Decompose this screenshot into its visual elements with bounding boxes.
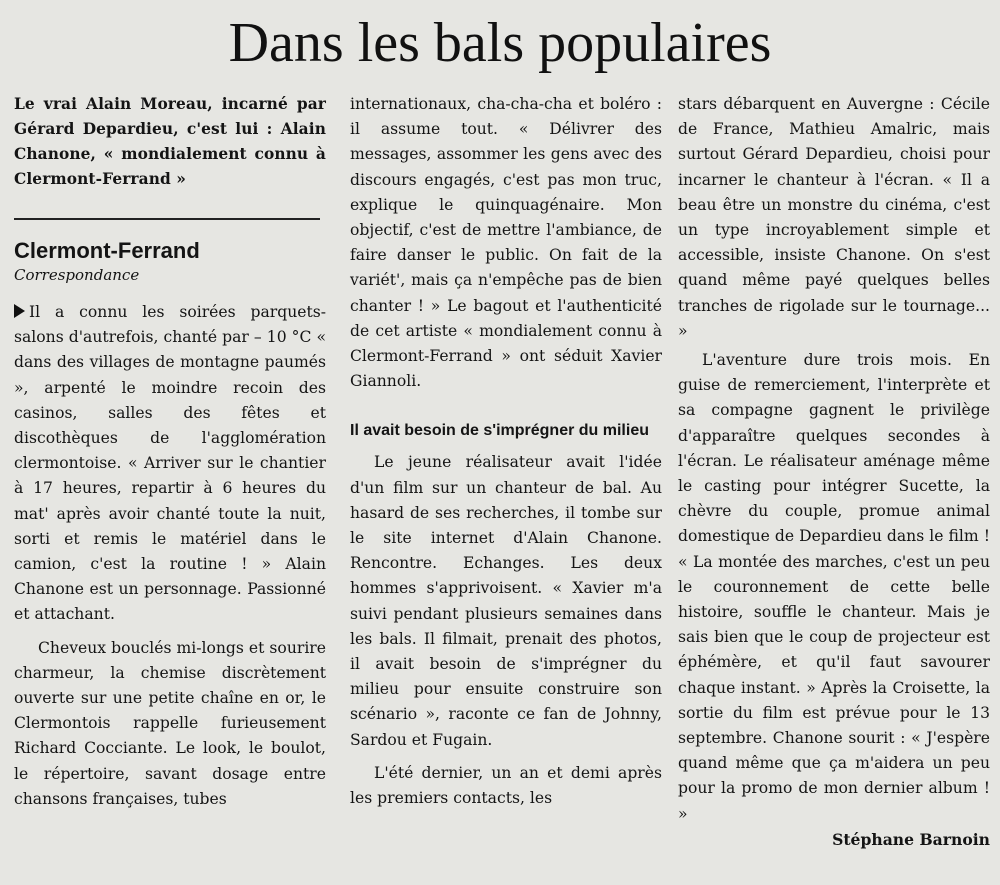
subheading: Il avait besoin de s'imprégner du milieu [350,422,649,440]
byline-role: Correspondance [14,266,140,284]
paragraph: L'été dernier, un an et demi après les premiers contacts, les [350,763,662,808]
bullet-triangle-icon [14,304,25,318]
article-lede: Le vrai Alain Moreau, incarné par Gérard Depardieu, c'est lui : Alain Chanone, « mondialement connu à Clermont-Ferrand » [14,95,326,188]
paragraph: stars débarquent en Auvergne : Cécile de France, Mathieu Amalric, mais surtout Gérard Depardieu, choisi pour incarner le chanteur à l'écran. « Il a beau être un monstre du cinéma, c'est un type incroyablement simple et accessible, insiste Chanone. On s'est quand même payé quelques belles tranches de rigolade sur le tournage... » [678,95,990,340]
paragraph: Le jeune réalisateur avait l'idée d'un film sur un chanteur de bal. Au hasard de ses recherches, il tombe sur le site internet d'Alain Chanone. Rencontre. Echanges. Les deux hommes s'apprivoisent. « Xavier m'a suivi pendant plusieurs semaines dans les bals. Il filmait, prenait des photos, il avait besoin de s'imprégner du milieu pour ensuite construire son scénario », raconte ce fan de Johnny, Sardou et Fugain. [350,453,662,749]
dateline: Clermont-Ferrand [14,238,200,263]
column-3 [678,92,990,852]
paragraph-text: Il a connu les soirées parquets-salons d'autrefois, chanté par – 10 °C « dans des villages de montagne paumés », arpenté le moindre recoin des casinos, salles des fêtes et discothèques de l'agglomération clermontoise. « Arriver sur le chantier à 17 heures, repartir à 6 heures du mat' après avoir chanté toute la nuit, sorti et remis le matériel dans le camion, c'est la routine ! » Alain Chanone est un personnage. Passionné et attachant. [14,303,326,624]
column-2 [350,92,662,811]
paragraph [14,300,326,628]
column-1 [14,92,326,812]
paragraph: internationaux, cha-cha-cha et boléro : il assume tout. « Délivrer des messages, assommer les gens avec des discours engagés, c'est pas mon truc, explique le quinquagénaire. Mon objectif, c'est de mettre l'ambiance, de faire danser le public. On fait de la variét', mais ça n'empêche pas de bien chanter ! » Le bagout et l'authenticité de cet artiste « mondialement connu à Clermont-Ferrand » ont séduit Xavier Giannoli. [350,95,662,391]
paragraph: Cheveux bouclés mi-longs et sourire charmeur, la chemise discrètement ouverte sur une petite chaîne en or, le Clermontois rappelle furieusement Richard Cocciante. Le look, le boulot, le répertoire, savant dosage entre chansons françaises, tubes [14,638,326,808]
lede-divider [14,218,320,220]
article-headline: Dans les bals populaires [228,12,772,74]
paragraph: L'aventure dure trois mois. En guise de remerciement, l'interprète et sa compagne gagnent le privilège d'apparaître quelques secondes à l'écran. Le réalisateur aménage même le casting pour intégrer Sucette, la chèvre du couple, promue animal domestique de Depardieu dans le film ! « La montée des marches, c'est un peu le couronnement de cette belle histoire, souffle le chanteur. Mais je sais bien que le coup de projecteur est éphémère, et qu'il faut savourer chaque instant. » Après la Croisette, la sortie du film est prévue pour le 13 septembre. Chanone sourit : « J'espère quand même que ça m'aidera un peu pour la promo de mon dernier album ! » [678,351,990,823]
author-signature: Stéphane Barnoin [832,829,990,849]
